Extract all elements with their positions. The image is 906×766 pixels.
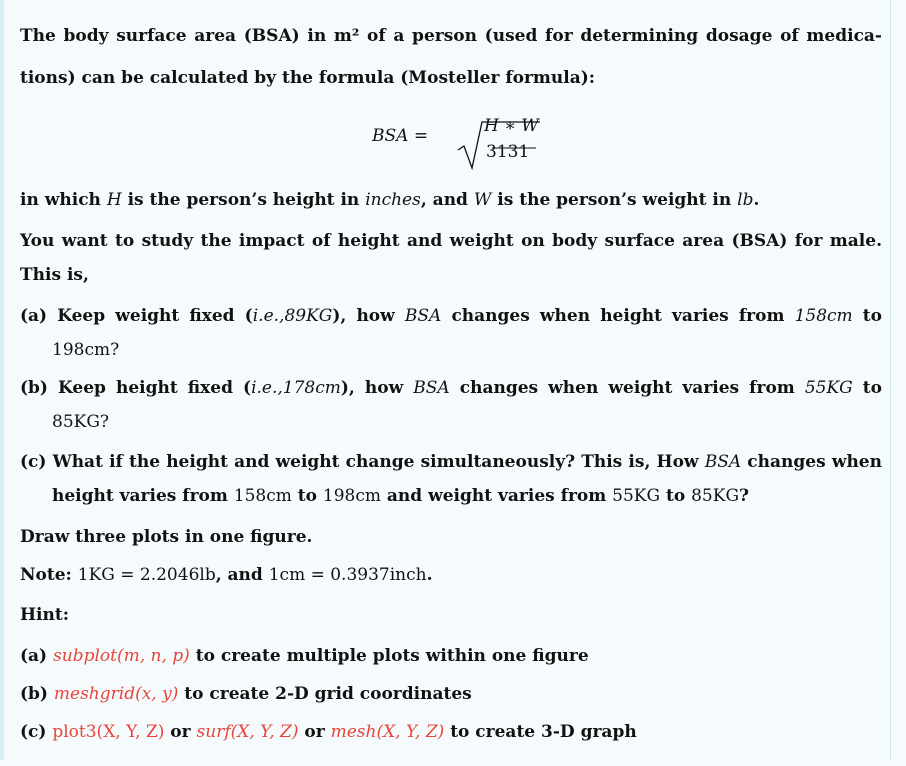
item-b-text: (b) Keep height fixed ( [20, 378, 252, 398]
item-c-text: (c) What if the height and weight change simultaneously? This is, How [20, 452, 705, 472]
unit-inches: inches [365, 190, 421, 210]
draw-text: Draw three plots in one figure. [20, 527, 313, 547]
item-c-weight-start: 55KG [612, 486, 661, 506]
item-a-bsa: BSA [404, 306, 442, 326]
item-c-weight-end: 85KG [691, 486, 740, 506]
formula-lhs: BSA = [372, 126, 429, 146]
note-label: Note: [20, 565, 78, 585]
note-text: . [426, 565, 433, 585]
var-h: H [106, 190, 122, 210]
item-c-bsa: BSA [704, 452, 742, 472]
study-text-1: You want to study the impact of height and weight on body surface area (BSA) for male. [20, 231, 882, 251]
item-a-text: to [852, 306, 882, 326]
intro-text-1: The body surface area (BSA) in m² of a person (used for determining dosage of medica- [20, 26, 882, 46]
item-b-ie: i.e., [251, 378, 283, 398]
explain-text: . [753, 190, 760, 210]
item-b-height: 178cm [282, 378, 341, 398]
explain-text: is the person’s height in [121, 190, 366, 210]
hint-c-or: or [164, 722, 197, 742]
item-a-height-start: 158cm [794, 306, 853, 326]
item-b-line-2 [52, 403, 882, 441]
item-c-text: to [660, 486, 692, 506]
hint-a-tag: (a) [20, 646, 54, 666]
item-c-text: changes when [741, 452, 882, 472]
item-b-text: changes when weight varies from [449, 378, 805, 398]
hint-b [20, 675, 882, 713]
item-b-line-1 [20, 369, 882, 407]
item-c-line-2 [52, 477, 882, 515]
intro-line-2 [20, 59, 882, 97]
item-a-text: changes when height varies from [441, 306, 795, 326]
item-a-line-2 [52, 331, 882, 369]
intro-line-1 [20, 17, 882, 55]
hint-heading [20, 596, 882, 634]
explain-line [20, 181, 882, 219]
formula-numerator: H ∗ W [484, 116, 539, 136]
item-c-text: to [291, 486, 323, 506]
hint-label: Hint: [20, 605, 70, 625]
study-text-2: This is, [20, 265, 89, 285]
hint-c-code-mesh: mesh(X, Y, Z) [330, 722, 445, 742]
formula-denominator: 3131 [486, 142, 530, 162]
explain-text: , and [420, 190, 474, 210]
hint-b-code: meshgrid(x, y) [53, 684, 179, 704]
hint-c-or: or [298, 722, 331, 742]
item-c-text: and weight varies from [381, 486, 613, 506]
panel-edge [0, 0, 4, 760]
item-b-weight-start: 55KG [804, 378, 853, 398]
item-a-height-end: 198cm? [52, 340, 120, 360]
note-cm-conversion: 1cm = 0.3937inch [268, 565, 427, 585]
study-line-2 [20, 256, 882, 294]
note-text: , and [215, 565, 269, 585]
item-c-height-end: 198cm [322, 486, 381, 506]
item-c-text: ? [739, 486, 749, 506]
hint-a [20, 637, 882, 675]
item-b-bsa: BSA [413, 378, 450, 398]
hint-c-code-surf: surf(X, Y, Z) [196, 722, 299, 742]
draw-instruction [20, 518, 882, 556]
note-kg-conversion: 1KG = 2.2046lb [77, 565, 216, 585]
unit-lb: lb [737, 190, 754, 210]
item-a-ie: i.e., [252, 306, 285, 326]
hint-b-tag: (b) [20, 684, 54, 704]
hint-a-text: to create multiple plots within one figure [189, 646, 589, 666]
hint-c-tag: (c) [20, 722, 53, 742]
item-b-text: ), how [340, 378, 414, 398]
item-b-text: to [852, 378, 882, 398]
hint-c-text: to create 3-D graph [444, 722, 637, 742]
hint-a-code: subplot(m, n, p) [53, 646, 190, 666]
hint-b-text: to create 2-D grid coordinates [178, 684, 472, 704]
hint-c [20, 713, 882, 751]
item-c-line-1 [20, 443, 882, 481]
item-b-weight-end: 85KG? [52, 412, 110, 432]
explain-text: is the person’s weight in [491, 190, 738, 210]
var-w: W [473, 190, 492, 210]
item-c-text: height varies from [52, 486, 234, 506]
item-a-line-1 [20, 297, 882, 335]
explain-text: in which [20, 190, 107, 210]
intro-text-2: tions) can be calculated by the formula (Mosteller formula): [20, 68, 596, 88]
item-a-text: (a) Keep weight fixed ( [20, 306, 253, 326]
study-line-1 [20, 222, 882, 260]
note-line [20, 556, 882, 594]
item-a-weight: 89KG [284, 306, 333, 326]
hint-c-code-plot3: plot3(X, Y, Z) [52, 722, 165, 742]
item-a-text: ), how [332, 306, 405, 326]
item-c-height-start: 158cm [233, 486, 292, 506]
